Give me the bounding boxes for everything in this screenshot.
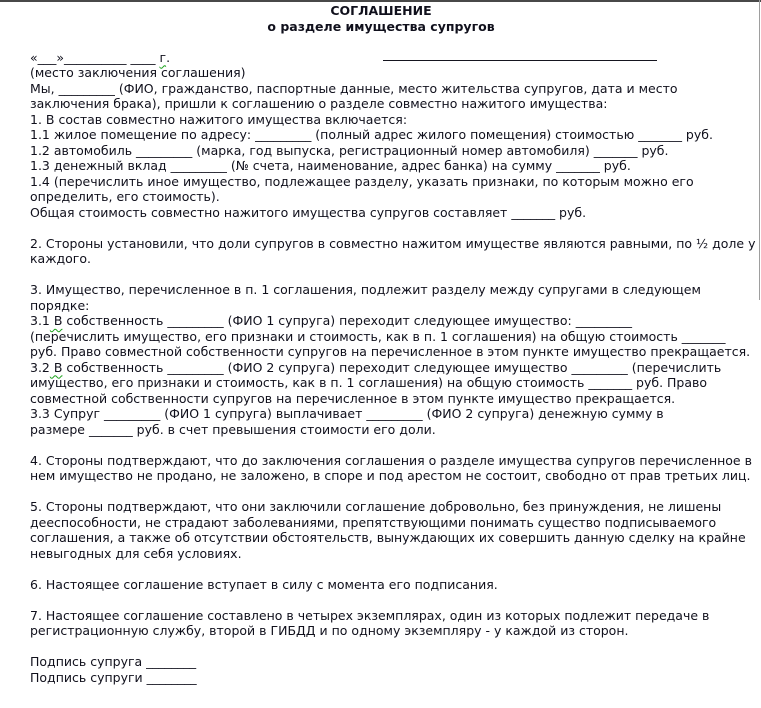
document-line [30,437,761,453]
document-line: дееспособности, не страдают заболеваниями, препятствующими понимать существо подписываемого [30,514,717,530]
document-line: 4. Стороны подтверждают, что до заключения соглашения о разделе имущества супругов перечисленное в [30,452,752,468]
document-line [30,34,761,50]
document-line: (перечислить имущество, его признаки и стоимость, как в п. 1 соглашения) на общую стоимость _______ [30,328,726,344]
document-line: совместной собственности супругов на перечисленное в этом пункте имущество прекращается. [30,390,676,406]
place-underline [383,60,657,61]
document-title: СОГЛАШЕНИЕ [330,3,432,18]
spellcheck-underline: В [49,313,63,328]
document-line: порядке: [30,297,90,313]
document-line: заключения брака), пришли к соглашению о разделе совместно нажитого имущества: [30,96,608,111]
document-line: имущество, его признаки и стоимость, как в п. 1 соглашения) на общую стоимость _______ руб. Право [30,375,708,390]
document-line: 3.3 Супруг _________ (ФИО 1 супруга) выплачивает _________ (ФИО 2 супруга) денежную сумму в [30,406,664,421]
document-line: Мы, _________ (ФИО, гражданство, паспортные данные, место жительства супругов, дата и место [30,80,678,96]
document-line: каждого. [30,251,91,266]
document-line [30,484,761,500]
document-line: 5. Стороны подтверждают, что они заключили соглашение добровольно, без принуждения, не лишены [30,499,722,514]
document-line: 1.2 автомобиль _________ (марка, год выпуска, регистрационный номер автомобиля) _______ руб. [30,142,669,158]
document-line: 6. Настоящее соглашение вступает в силу с момента его подписания. [30,576,498,592]
document-body [30,3,761,685]
spellcheck-underline: В [49,359,63,375]
document-line: 2. Стороны установили, что доли супругов в совместно нажитом имуществе являются равными, по ½ доле у [30,235,756,251]
document-line: невыгодных для себя условиях. [30,545,242,561]
document-line: Подпись супруги ________ [30,669,197,685]
document-line: Общая стоимость совместно нажитого имущества супругов составляет _______ руб. [30,204,587,220]
document-line: 1. В состав совместно нажитого имущества включается: [30,111,408,127]
date-place-line: «___»__________ ____ г. [30,49,171,65]
document-line: руб. Право совместной собственности супругов на перечисленное в этом пункте имущество прекращается. [30,344,751,359]
document-line [30,639,761,655]
document-line [30,561,761,577]
top-border-line [0,0,761,2]
document-line: 3.2 В собственность _________ (ФИО 2 супруга) переходит следующее имущество _________ (перечислить [30,359,722,375]
document-line: 1.1 жилое помещение по адресу: _________ (полный адрес жилого помещения) стоимостью _______ руб. [30,127,713,142]
document-line [30,592,761,608]
document-line: 1.4 (перечислить иное имущество, подлежащее разделу, указать признаки, по которым можно его [30,173,694,189]
document-line: 7. Настоящее соглашение составлено в четырех экземплярах, один из которых подлежит передаче в [30,607,710,623]
document-line: 3.1 В собственность _________ (ФИО 1 супруга) переходит следующее имущество: _________ [30,313,632,328]
document-line: 3. Имущество, перечисленное в п. 1 соглашения, подлежит разделу между супругами в следующем [30,282,701,297]
document-line: нем имущество не продано, не заложено, в споре и под арестом не состоит, свободно от прав третьих лиц. [30,468,751,483]
document-line: Подпись супруга ________ [30,654,197,669]
document-line: размере _______ руб. в счет превышения стоимости его доли. [30,421,436,437]
document-line: (место заключения соглашения) [30,65,246,80]
spellcheck-underline: г [159,49,167,65]
document-subtitle: о разделе имущества супругов [267,18,495,34]
document-line [30,220,761,236]
document-line: регистрационную службу, второй в ГИБДД и по одному экземпляру - у каждой из сторон. [30,623,629,638]
document-line: соглашения, а также об отсутствии обстоятельств, вынуждающих их совершить данную сделку на крайне [30,530,746,545]
document-line [30,267,761,283]
document-line: 1.3 денежный вклад _________ (№ счета, наименование, адрес банка) на сумму _______ руб. [30,158,631,173]
document-line: определить, его стоимость). [30,189,220,204]
